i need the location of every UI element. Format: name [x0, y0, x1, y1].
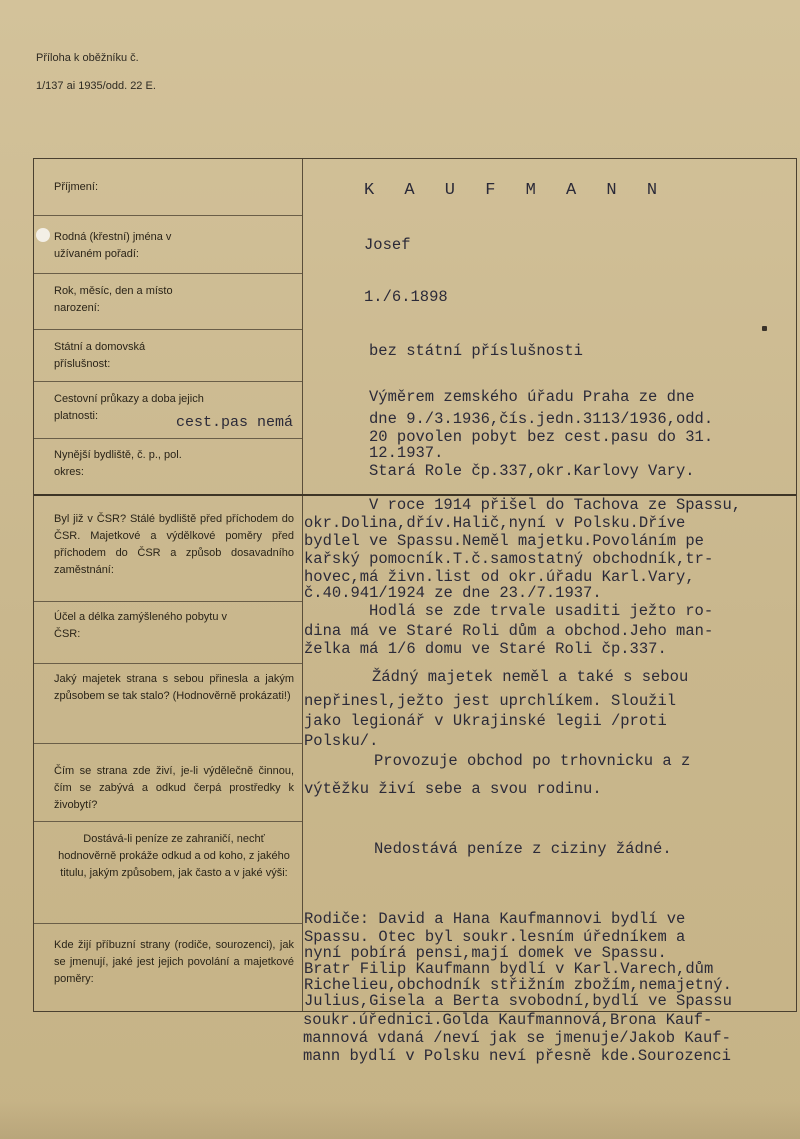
row-separator: [34, 663, 302, 664]
row-separator: [34, 329, 302, 330]
passport-line: dne 9./3.1936,čís.jedn.3113/1936,odd.: [369, 410, 714, 428]
paper-shadow: [0, 1100, 800, 1139]
label-birth: Rok, měsíc, den a místo narození:: [54, 285, 173, 314]
purpose-line: želka má 1/6 domu ve Staré Roli čp.337.: [304, 640, 667, 658]
row-separator: [34, 821, 302, 822]
relatives-line: Bratr Filip Kaufmann bydlí v Karl.Varech,dům: [304, 960, 714, 978]
livelihood-line: Provozuje obchod po trhovnicku a z: [374, 752, 691, 770]
value-birth: 1./6.1898: [364, 288, 448, 306]
passport-note: cest.pas nemá: [176, 414, 294, 431]
column-divider: [302, 159, 303, 1011]
row-separator: [34, 438, 302, 439]
questionnaire-form: [33, 158, 797, 1012]
label-foreign-money: Dostává-li peníze ze zahraničí, nechť hodnověrně prokáže odkud a od koho, z jakého titulu, jakým způsobem, jak často a v jaké výši:: [58, 833, 290, 879]
property-line: nepřinesl,ježto jest uprchlíkem. Sloužil: [304, 692, 677, 710]
value-foreign-money: Nedostává peníze z ciziny žádné.: [374, 840, 672, 858]
livelihood-line: výtěžku živí sebe a svou rodinu.: [304, 780, 602, 798]
prior-residence-line: bydlel ve Spassu.Neměl majetku.Povoláním pe: [304, 532, 704, 550]
relatives-line: mann bydlí v Polsku neví přesně kde.Sourozenci: [303, 1047, 731, 1065]
label-prior-residence: Byl již v ČSR? Stálé bydliště před příchodem do ČSR. Majetkové a výdělkové poměry před příchodem do ČSR a způsob dosavadního zaměstnání:: [54, 513, 294, 576]
relatives-line: Rodiče: David a Hana Kaufmannovi bydlí ve: [304, 910, 686, 928]
label-purpose: Účel a délka zamýšleného pobytu v ČSR:: [54, 611, 228, 640]
prior-residence-line: hovec,má živn.list od okr.úřadu Karl.Vary,: [304, 568, 695, 586]
value-given-names: Josef: [364, 236, 411, 254]
relatives-line: mannová vdaná /neví jak se jmenuje/Jakob Kauf-: [303, 1029, 731, 1047]
label-property: Jaký majetek strana s sebou přinesla a jakým způsobem se tak stalo? (Hodnověrně prokázati!): [54, 673, 294, 702]
passport-line: 20 povolen pobyt bez cest.pasu do 31.: [369, 428, 714, 446]
header-line-2: 1/137 ai 1935/odd. 22 E.: [36, 80, 156, 92]
header-line-1: Příloha k oběžníku č.: [36, 52, 139, 64]
prior-residence-line: kařský pomocník.T.č.samostatný obchodník,tr-: [304, 550, 714, 568]
purpose-line: dina má ve Staré Roli dům a obchod.Jeho man-: [304, 622, 714, 640]
row-separator: [34, 273, 302, 274]
relatives-line: nyní pobírá pensi,mají domek ve Spassu.: [304, 944, 667, 962]
prior-residence-line: V roce 1914 přišel do Tachova ze Spassu,: [369, 496, 742, 514]
label-surname: Příjmení:: [54, 181, 99, 193]
label-citizenship: Státní a domovská příslušnost:: [54, 341, 146, 370]
label-residence: Nynější bydliště, č. p., pol. okres:: [54, 449, 182, 478]
passport-line: Výměrem zemského úřadu Praha ze dne: [369, 388, 695, 406]
prior-residence-line: č.40.941/1924 ze dne 23./7.1937.: [304, 584, 602, 602]
row-separator: [34, 381, 302, 382]
value-citizenship: bez státní příslušnosti: [369, 342, 583, 360]
prior-residence-line: okr.Dolina,dřív.Halič,nyní v Polsku.Dříve: [304, 514, 686, 532]
label-passports: Cestovní průkazy a doba jejich platnosti:: [54, 393, 204, 422]
row-separator: [34, 215, 302, 216]
relatives-line: soukr.úřednici.Golda Kaufmannová,Brona Kauf-: [303, 1011, 713, 1029]
row-separator: [34, 743, 302, 744]
label-relatives: Kde žijí příbuzní strany (rodiče, sourozenci), jak se jmenují, jaké jest jejich povolání a majetkové poměry:: [54, 939, 294, 985]
relatives-line: Spassu. Otec byl soukr.lesním úředníkem a: [304, 928, 686, 946]
row-separator: [34, 601, 302, 602]
value-surname: K A U F M A N N: [364, 181, 668, 200]
property-line: jako legionář v Ukrajinské legii /proti: [304, 712, 667, 730]
property-line: Žádný majetek neměl a také s sebou: [372, 668, 689, 686]
label-livelihood: Čím se strana zde živí, je-li výdělečně činnou, čím se zabývá a odkud čerpá prostředky k živobytí?: [54, 765, 294, 811]
passport-line: 12.1937.: [369, 444, 444, 462]
value-residence: Stará Role čp.337,okr.Karlovy Vary.: [369, 462, 695, 480]
row-separator: [34, 923, 302, 924]
purpose-line: Hodlá se zde trvale usaditi ježto ro-: [369, 602, 714, 620]
relatives-line: Richelieu,obchodník střižním zbožím,nemajetný.: [304, 976, 732, 994]
relatives-line: Julius,Gisela a Berta svobodní,bydlí ve Spassu: [304, 992, 732, 1010]
property-line: Polsku/.: [304, 732, 379, 750]
label-given-names: Rodná (křestní) jména v užívaném pořadí:: [54, 231, 172, 260]
